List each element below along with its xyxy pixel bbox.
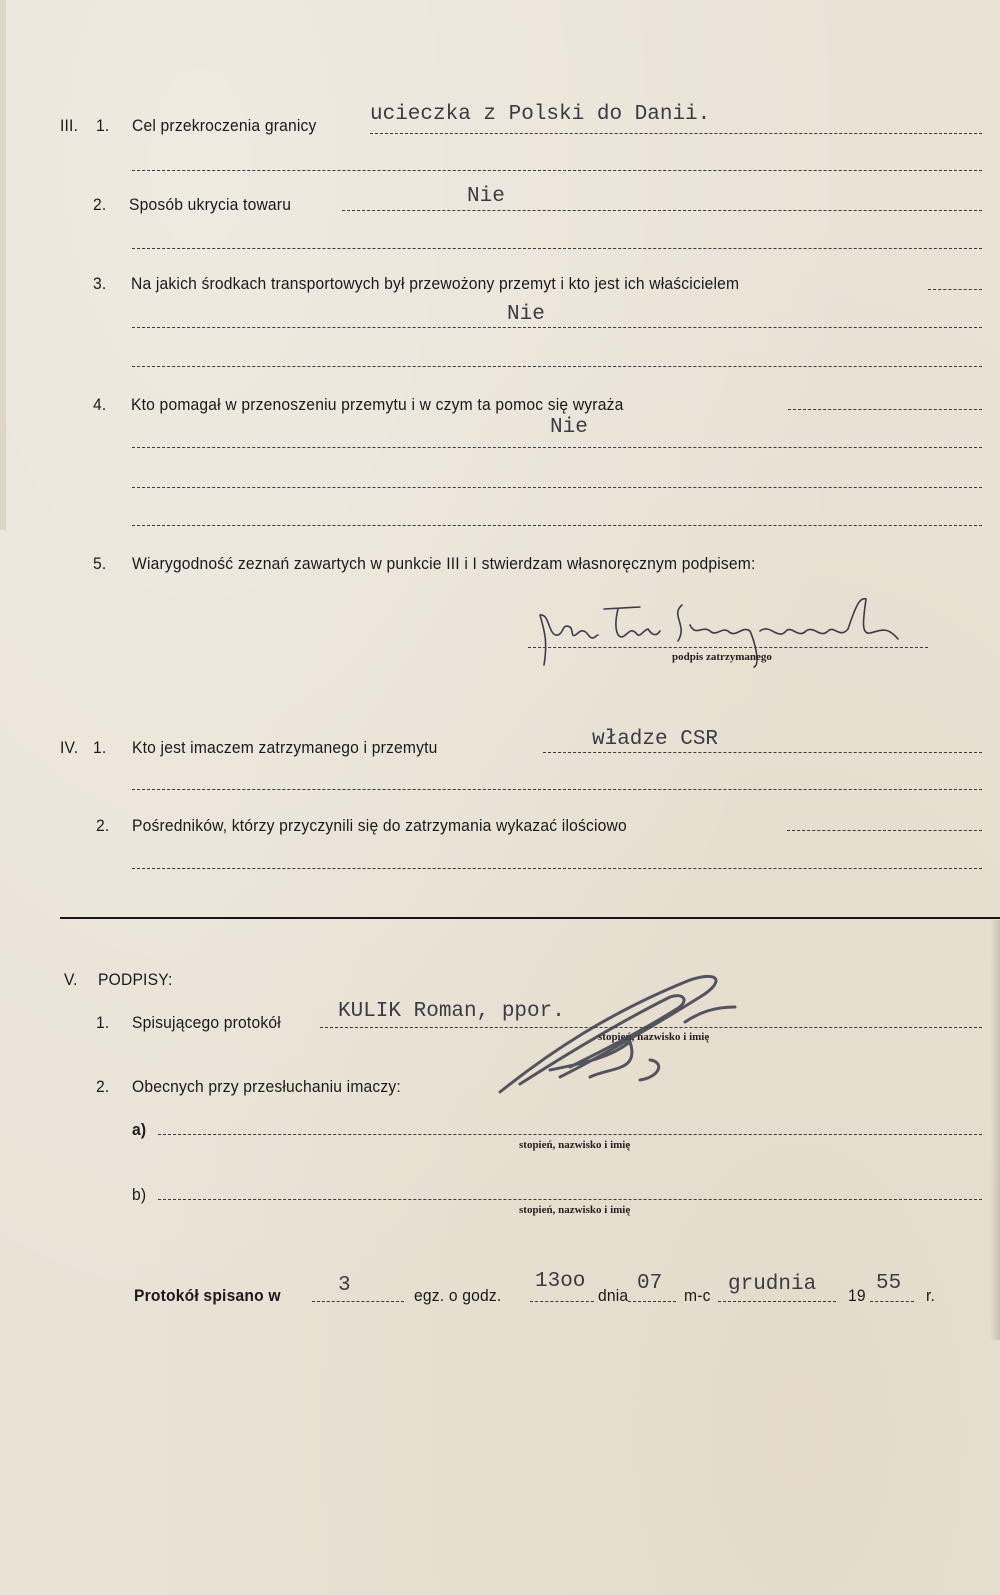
item-num: 4. [93, 395, 107, 414]
caption-rank-name: stopień, nazwisko i imię [519, 1139, 631, 1151]
month-value: grudnia [728, 1273, 817, 1296]
dotted-line [543, 752, 982, 753]
hour-value: 13oo [535, 1270, 586, 1293]
field-label-protocol-author: Spisującego protokół [132, 1013, 281, 1032]
dotted-line [132, 366, 982, 367]
field-label-border-crossing-purpose: Cel przekroczenia granicy [132, 116, 317, 135]
dotted-line [870, 1301, 914, 1302]
year-prefix: 19 [848, 1286, 866, 1305]
month-label: m-c [684, 1286, 711, 1305]
dotted-line [342, 210, 982, 211]
section-separator [60, 917, 1000, 919]
witness-b-label: b) [132, 1185, 147, 1204]
dotted-line [370, 133, 982, 134]
dotted-line [788, 409, 982, 410]
footer-suffix: r. [926, 1286, 936, 1305]
section-iii-label: III. [60, 116, 79, 135]
item-num: 2. [93, 195, 107, 214]
day-label: dnia [598, 1286, 629, 1305]
dotted-line [132, 447, 982, 448]
section-v-label: V. [64, 970, 78, 989]
dotted-line [132, 327, 982, 328]
item-num: 1. [93, 738, 107, 757]
copies-value: 3 [338, 1274, 351, 1297]
field-value-hiding-method: Nie [467, 185, 505, 208]
field-value-transport: Nie [507, 303, 545, 326]
caption-rank-name: stopień, nazwisko i imię [598, 1031, 710, 1043]
item-num: 5. [93, 554, 107, 573]
paper-fold-right [990, 920, 1000, 1340]
copies-suffix: egz. o godz. [414, 1286, 502, 1305]
caption-detainee-signature: podpis zatrzymanego [672, 651, 772, 663]
dotted-line [528, 647, 928, 648]
witness-a-label: a) [132, 1120, 147, 1139]
dotted-line [628, 1301, 676, 1302]
item-num: 1. [96, 1013, 110, 1032]
item-num: 1. [96, 116, 110, 135]
field-label-statement-verification: Wiarygodność zeznań zawartych w punkcie III i I stwierdzam własnoręcznym podpisem: [132, 554, 756, 573]
dotted-line [132, 487, 982, 488]
paper-fold-left [0, 0, 6, 530]
witness-b-line [158, 1199, 982, 1200]
field-label-assistance: Kto pomagał w przenoszeniu przemytu i w czym ta pomoc się wyraża [131, 395, 624, 414]
dotted-line [132, 525, 982, 526]
field-label-transport: Na jakich środkach transportowych był przewożony przemyt i kto jest ich właścicielem [131, 274, 740, 293]
dotted-line [787, 830, 982, 831]
field-label-interrogation-witnesses: Obecnych przy przesłuchaniu imaczy: [132, 1077, 401, 1096]
item-num: 2. [96, 1077, 110, 1096]
year-value: 55 [876, 1272, 902, 1295]
dotted-line [132, 248, 982, 249]
item-num: 2. [96, 816, 110, 835]
field-value-assistance: Nie [550, 416, 588, 439]
field-label-detainer: Kto jest imaczem zatrzymanego i przemytu [132, 738, 438, 757]
caption-rank-name: stopień, nazwisko i imię [519, 1204, 631, 1216]
field-value-protocol-author: KULIK Roman, ppor. [338, 1000, 565, 1023]
section-iv-label: IV. [60, 738, 79, 757]
author-signature [490, 962, 740, 1102]
dotted-line [530, 1301, 594, 1302]
field-value-border-crossing-purpose: ucieczka z Polski do Danii. [370, 103, 711, 126]
section-v-title: PODPISY: [98, 970, 173, 989]
field-value-detainer: władze CSR [592, 728, 719, 751]
dotted-line [132, 868, 982, 869]
day-value: 07 [637, 1272, 663, 1295]
dotted-line [718, 1301, 836, 1302]
field-label-intermediaries: Pośredników, którzy przyczynili się do zatrzymania wykazać ilościowo [132, 816, 627, 835]
dotted-line [928, 289, 982, 290]
item-num: 3. [93, 274, 107, 293]
field-label-hiding-method: Sposób ukrycia towaru [129, 195, 292, 214]
footer-prefix: Protokół spisano w [134, 1286, 281, 1305]
dotted-line [132, 789, 982, 790]
dotted-line [132, 170, 982, 171]
dotted-line [312, 1301, 404, 1302]
witness-a-line [158, 1134, 982, 1135]
